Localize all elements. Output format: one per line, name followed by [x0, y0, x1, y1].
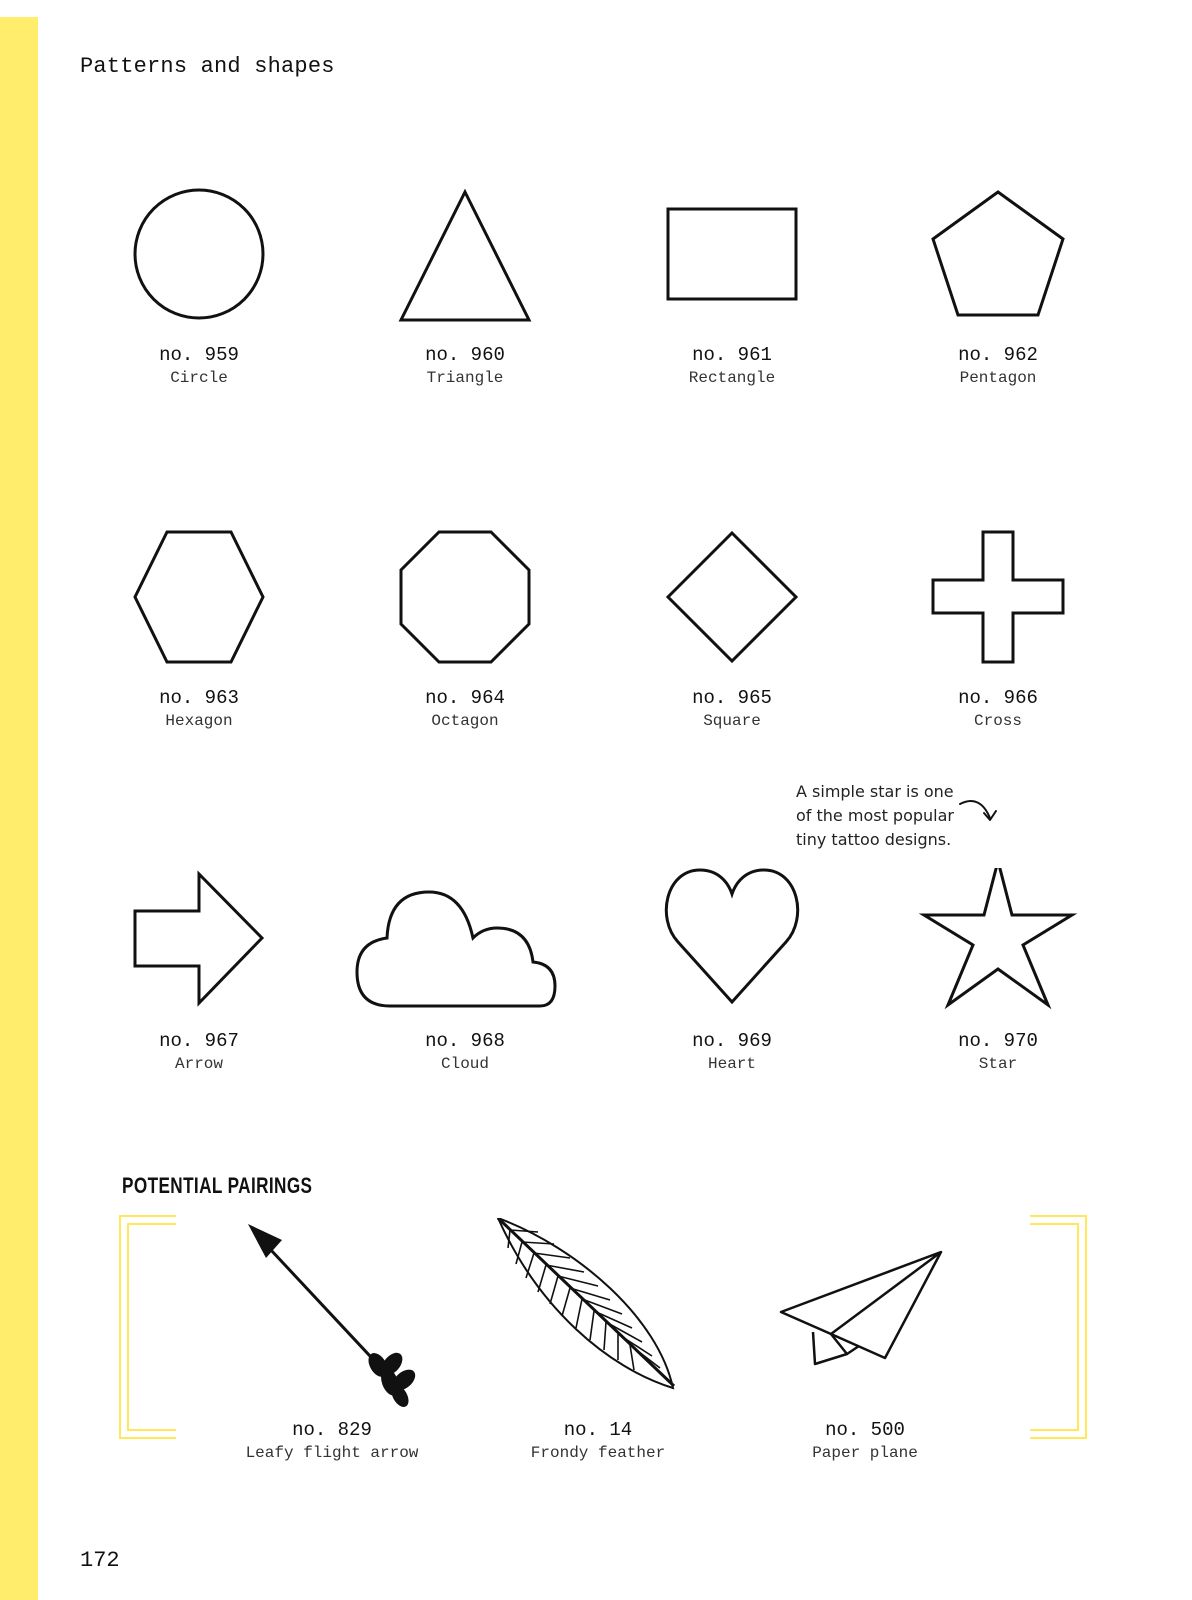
shape-name: Star [978, 1055, 1018, 1073]
arrow-icon [89, 868, 309, 1018]
curved-arrow-icon [958, 796, 1000, 830]
pairing-number: no. 829 [292, 1419, 372, 1441]
shape-number: no. 962 [958, 344, 1038, 366]
page-header: Patterns and shapes [80, 54, 335, 79]
shape-number: no. 964 [425, 687, 505, 709]
shape-item-octagon [355, 525, 575, 745]
shape-item-heart [622, 868, 842, 1088]
right-bracket [1030, 1214, 1088, 1440]
pairing-item-leafy-arrow [192, 1218, 472, 1478]
star-annotation [796, 780, 972, 852]
shape-number: no. 970 [958, 1030, 1038, 1052]
shape-item-square [622, 525, 842, 745]
square-icon [622, 525, 842, 675]
circle-icon [89, 182, 309, 332]
shape-number: no. 969 [692, 1030, 772, 1052]
shape-name: Pentagon [959, 369, 1037, 387]
shape-item-triangle [355, 182, 575, 402]
shape-item-rectangle [622, 182, 842, 402]
cloud-icon [355, 868, 575, 1018]
shape-item-arrow [89, 868, 309, 1088]
pairing-item-feather [458, 1218, 738, 1478]
annotation-line: of the most popular [796, 806, 954, 825]
page-number: 172 [80, 1548, 120, 1573]
shape-name: Triangle [426, 369, 504, 387]
left-bracket [118, 1214, 176, 1440]
shape-name: Cross [973, 712, 1022, 730]
hexagon-icon [89, 525, 309, 675]
shape-item-hexagon [89, 525, 309, 745]
pairing-number: no. 14 [563, 1419, 633, 1441]
shape-number: no. 961 [692, 344, 772, 366]
shape-item-circle [89, 182, 309, 402]
shape-name: Hexagon [165, 712, 233, 730]
annotation-line: A simple star is one [796, 782, 954, 801]
star-icon [888, 868, 1108, 1018]
pairing-name: Leafy flight arrow [245, 1444, 419, 1462]
heart-icon [622, 868, 842, 1018]
pairing-name: Paper plane [812, 1444, 918, 1462]
shape-name: Octagon [431, 712, 499, 730]
shape-item-cross [888, 525, 1108, 745]
shape-number: no. 968 [425, 1030, 505, 1052]
shape-item-cloud [355, 868, 575, 1088]
shape-name: Arrow [174, 1055, 223, 1073]
shape-number: no. 963 [159, 687, 239, 709]
shape-name: Heart [707, 1055, 756, 1073]
cross-icon [888, 525, 1108, 675]
annotation-line: tiny tattoo designs. [796, 830, 952, 849]
shape-number: no. 960 [425, 344, 505, 366]
pairing-name: Frondy feather [530, 1444, 666, 1462]
pentagon-icon [888, 182, 1108, 332]
shape-number: no. 965 [692, 687, 772, 709]
shape-number: no. 966 [958, 687, 1038, 709]
octagon-icon [355, 525, 575, 675]
triangle-icon [355, 182, 575, 332]
shape-name: Square [703, 712, 761, 730]
leafy-arrow-icon [192, 1218, 472, 1414]
shape-number: no. 959 [159, 344, 239, 366]
shape-name: Circle [170, 369, 228, 387]
paper-plane-icon [725, 1218, 1005, 1414]
shape-name: Rectangle [688, 369, 776, 387]
pairing-item-paper-plane [725, 1218, 1005, 1478]
pairing-number: no. 500 [825, 1419, 905, 1441]
yellow-side-bar [0, 17, 38, 1600]
shape-name: Cloud [440, 1055, 489, 1073]
shape-item-star [888, 868, 1108, 1088]
shape-item-pentagon [888, 182, 1108, 402]
shape-number: no. 967 [159, 1030, 239, 1052]
feather-icon [458, 1218, 738, 1414]
rectangle-icon [622, 182, 842, 332]
pairings-title: POTENTIAL PAIRINGS [122, 1173, 313, 1198]
